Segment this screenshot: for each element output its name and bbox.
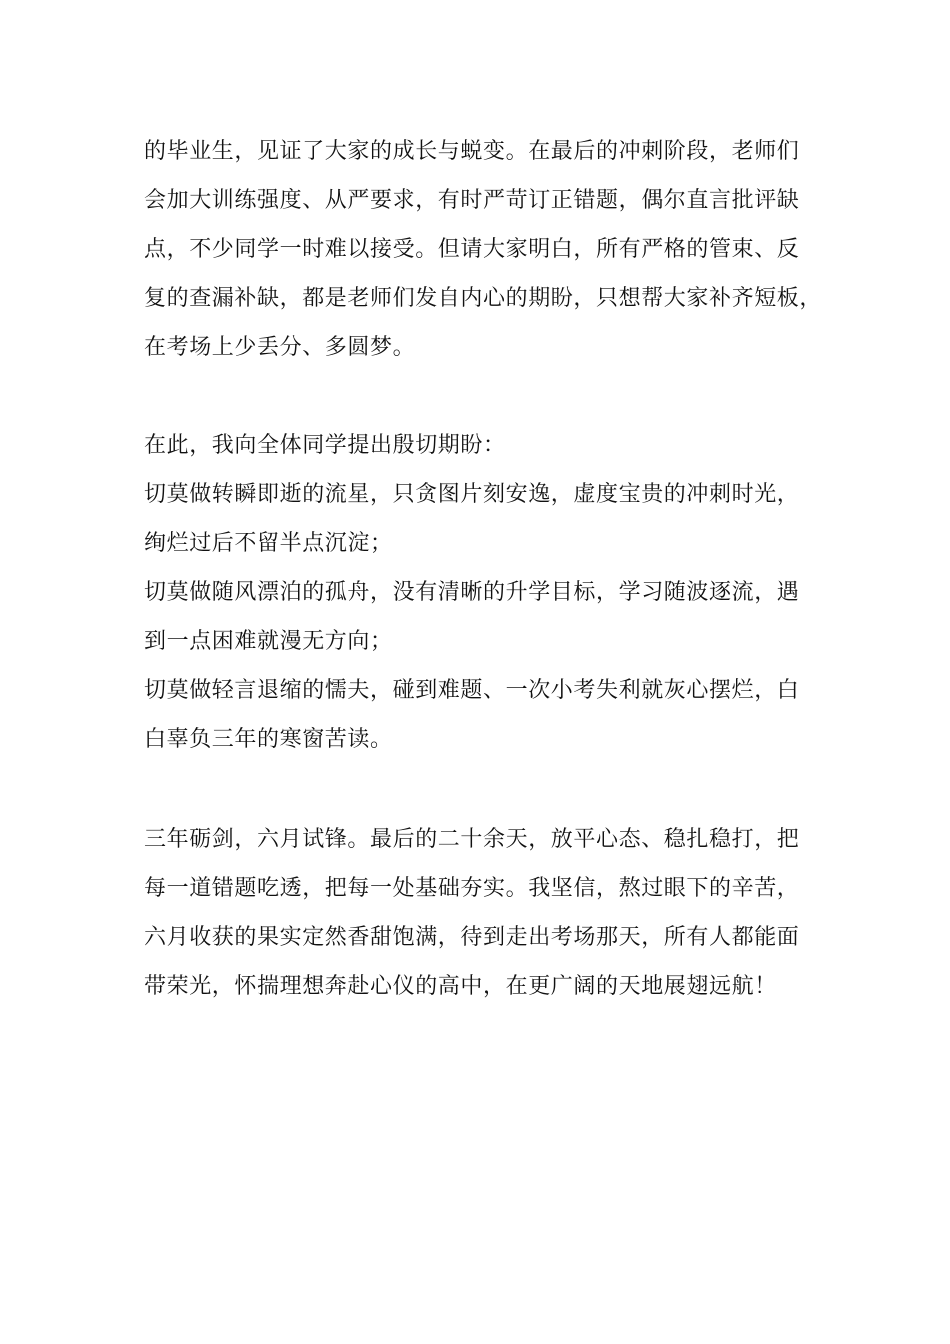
text-line: 带荣光，怀揣理想奔赴心仪的高中，在更广阔的天地展翅远航！ <box>144 974 777 999</box>
text-line: 切莫做转瞬即逝的流星，只贪图片刻安逸，虚度宝贵的冲刺时光， <box>144 482 800 507</box>
text-line: 在此，我向全体同学提出殷切期盼： <box>144 433 506 458</box>
text-line: 会加大训练强度、从严要求，有时严苛订正错题，偶尔直言批评缺 <box>144 188 800 213</box>
text-line: 每一道错题吃透，把每一处基础夯实。我坚信，熬过眼下的辛苦， <box>144 876 800 901</box>
text-line: 切莫做轻言退缩的懦夫，碰到难题、一次小考失利就灰心摆烂，白 <box>144 678 800 703</box>
text-line: 绚烂过后不留半点沉淀； <box>144 531 393 556</box>
text-line: 的毕业生，见证了大家的成长与蜕变。在最后的冲刺阶段，老师们 <box>144 139 800 164</box>
text-line: 六月收获的果实定然香甜饱满，待到走出考场那天，所有人都能面 <box>144 925 800 950</box>
text-line: 三年砺剑，六月试锋。最后的二十余天，放平心态、稳扎稳打，把 <box>144 827 800 852</box>
text-line: 在考场上少丢分、多圆梦。 <box>144 335 416 360</box>
text-line: 白辜负三年的寒窗苦读。 <box>144 727 393 752</box>
text-line: 切莫做随风漂泊的孤舟，没有清晰的升学目标，学习随波逐流，遇 <box>144 580 800 605</box>
text-line: 点，不少同学一时难以接受。但请大家明白，所有严格的管束、反 <box>144 237 800 262</box>
text-line: 复的查漏补缺，都是老师们发自内心的期盼，只想帮大家补齐短板， <box>144 286 823 311</box>
text-line: 到一点困难就漫无方向； <box>144 629 393 654</box>
